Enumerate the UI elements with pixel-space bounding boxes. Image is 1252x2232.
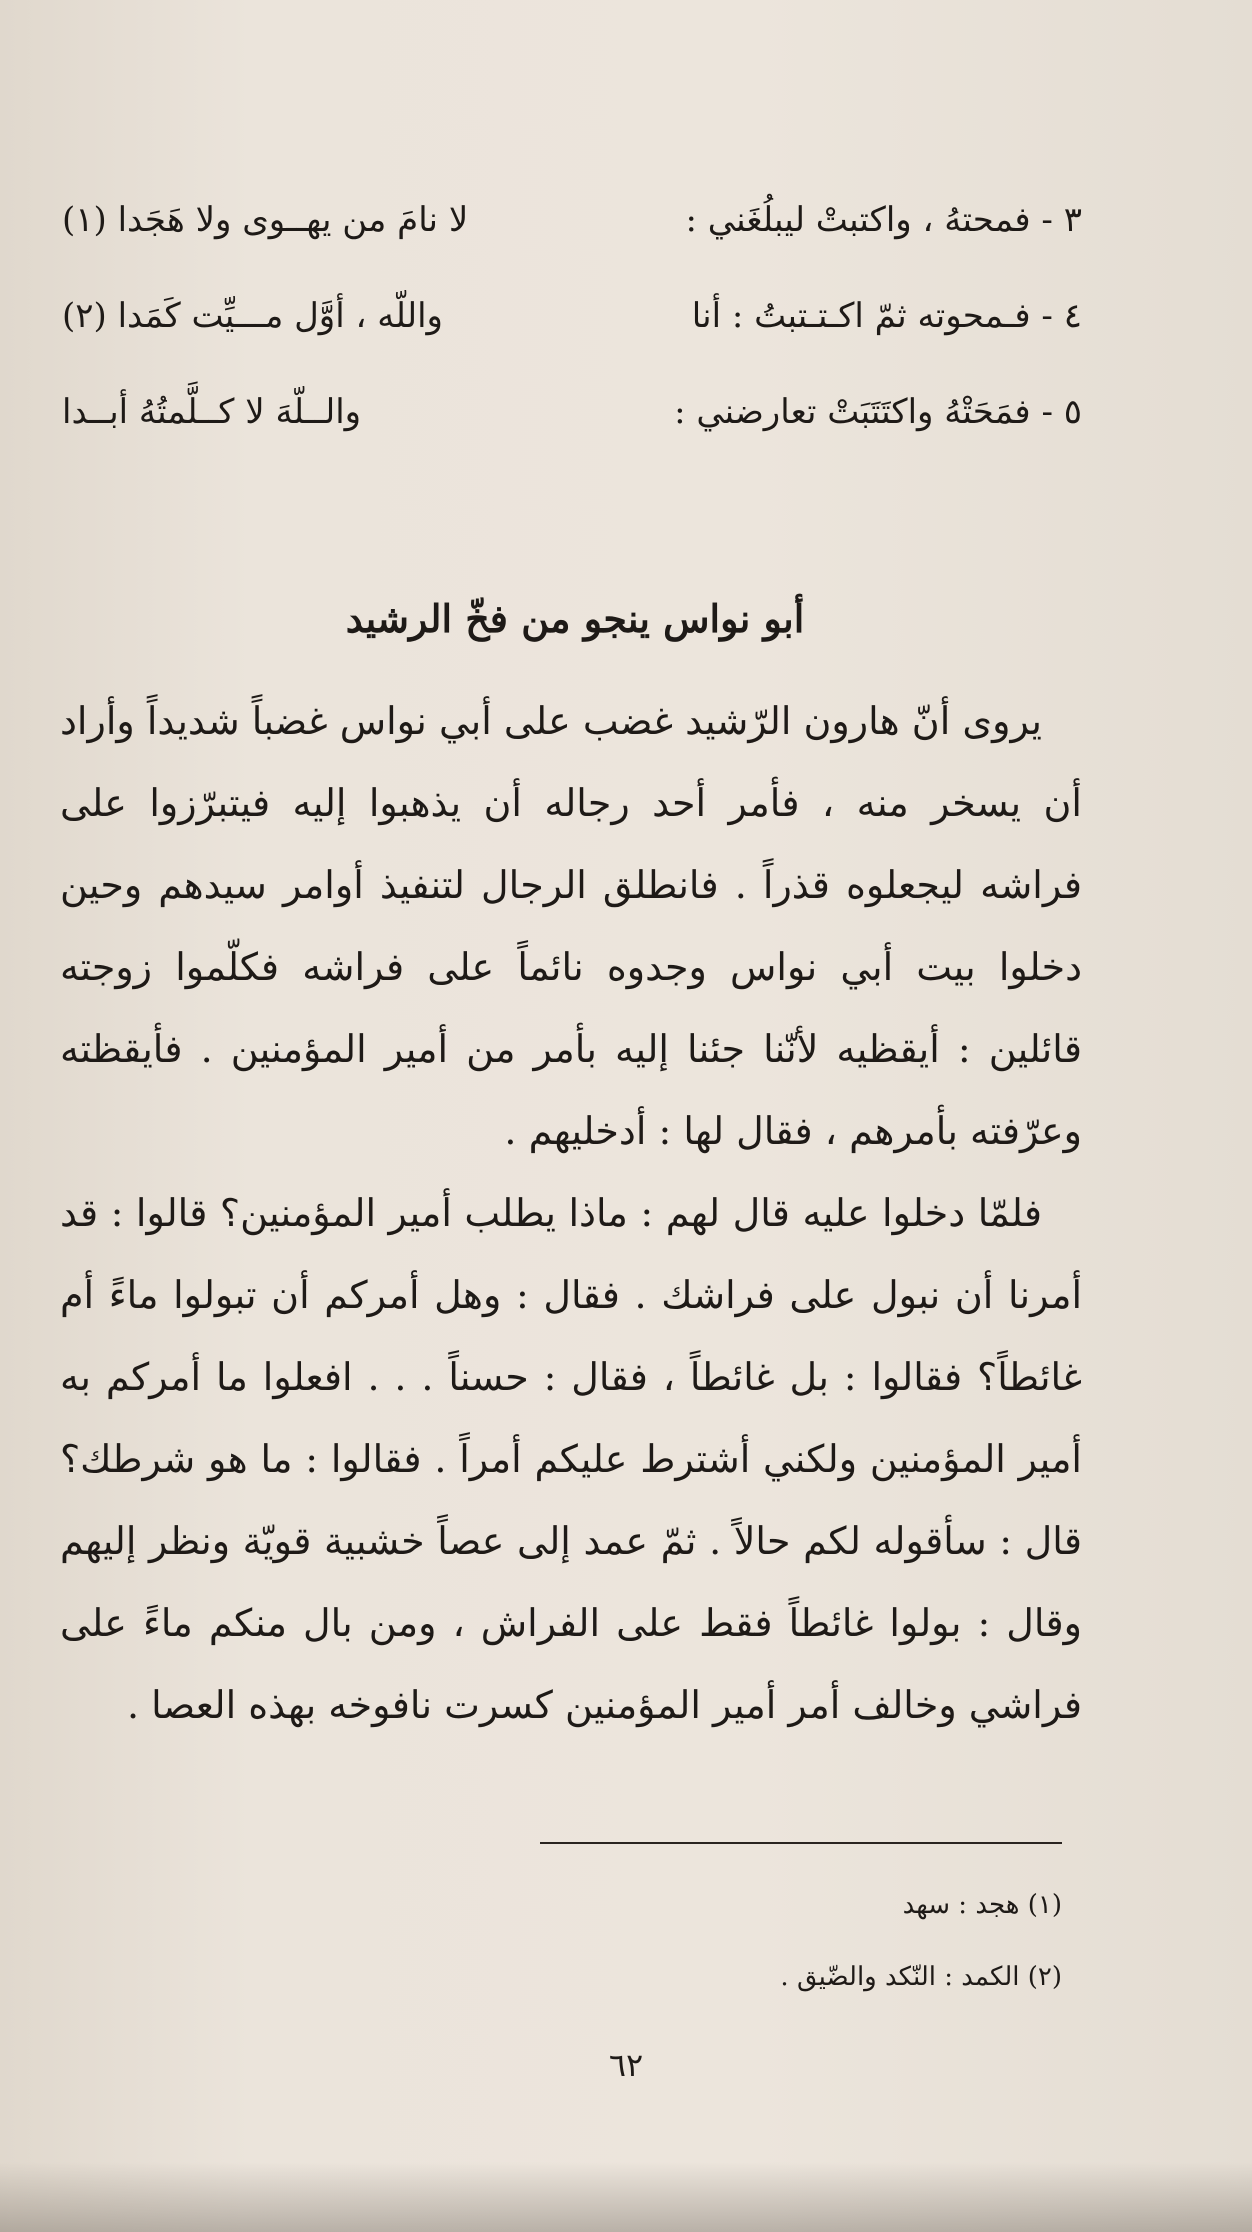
verse-line: [62, 392, 1082, 488]
poem-verses: [62, 200, 1082, 488]
verse-first-hemistich: ٤ - فـمحوته ثمّ اكـتـتبتُ : أنا: [691, 296, 1082, 336]
verse-first-hemistich: ٣ - فمحتهُ ، واكتبتْ ليبلُغَني :: [685, 200, 1082, 240]
page-shadow: [0, 2162, 1252, 2232]
footnote-divider: [540, 1842, 1062, 1844]
verse-line: [62, 296, 1082, 392]
verse-second-hemistich: والــلّهَ لا كــلَّمتُهُ أبــدا: [62, 392, 362, 432]
page-number: ٦٢: [608, 2046, 644, 2084]
verse-first-hemistich: ٥ - فمَحَتْهُ واكتَتَبَتْ تعارضني :: [674, 392, 1082, 432]
verse-second-hemistich: لا نامَ من يهــوى ولا هَجَدا (١): [62, 200, 469, 240]
verse-second-hemistich: واللّه ، أوَّل مـــيِّت كَمَدا (٢): [62, 296, 443, 336]
section-title: أبو نواس ينجو من فخّ الرشيد: [345, 596, 805, 641]
footnote: (٢) الكمد : النّكد والضّيق .: [780, 1962, 1062, 1992]
verse-line: [62, 200, 1082, 296]
paragraph: يروى أنّ هارون الرّشيد غضب على أبي نواس غضباً شديداً وأراد أن يسخر منه ، فأمر أحد رجاله أن يذهبوا إليه فيتبرّزوا على فراشه ليجعلوه قذراً . فانطلق الرجال لتنفيذ أوامر سيدهم وحين دخلوا بيت أبي نواس وجدوه نائماً على فراشه فكلّموا زوجته قائلين : أيقظيه لأنّنا جئنا إليه بأمر من أمير المؤمنين . فأيقظته وعرّفته بأمرهم ، فقال لها : أدخليهم .: [60, 699, 1082, 1153]
footnote: (١) هجد : سهد: [902, 1890, 1062, 1920]
paragraph: فلمّا دخلوا عليه قال لهم : ماذا يطلب أمير المؤمنين؟ قالوا : قد أمرنا أن نبول على فراشك . فقال : وهل أمركم أن تبولوا ماءً أم غائطاً؟ فقالوا : بل غائطاً ، فقال : حسناً . . . افعلوا ما أمركم به أمير المؤمنين ولكني أشترط عليكم أمراً . فقالوا : ما هو شرطك؟ قال : سأقوله لكم حالاً . ثمّ عمد إلى عصاً خشبية قويّة ونظر إليهم وقال : بولوا غائطاً فقط على الفراش ، ومن بال منكم ماءً على فراشي وخالف أمر أمير المؤمنين كسرت نافوخه بهذه العصا .: [60, 1191, 1082, 1727]
footnotes: [400, 1880, 1062, 2024]
story-body: [60, 680, 1082, 1746]
